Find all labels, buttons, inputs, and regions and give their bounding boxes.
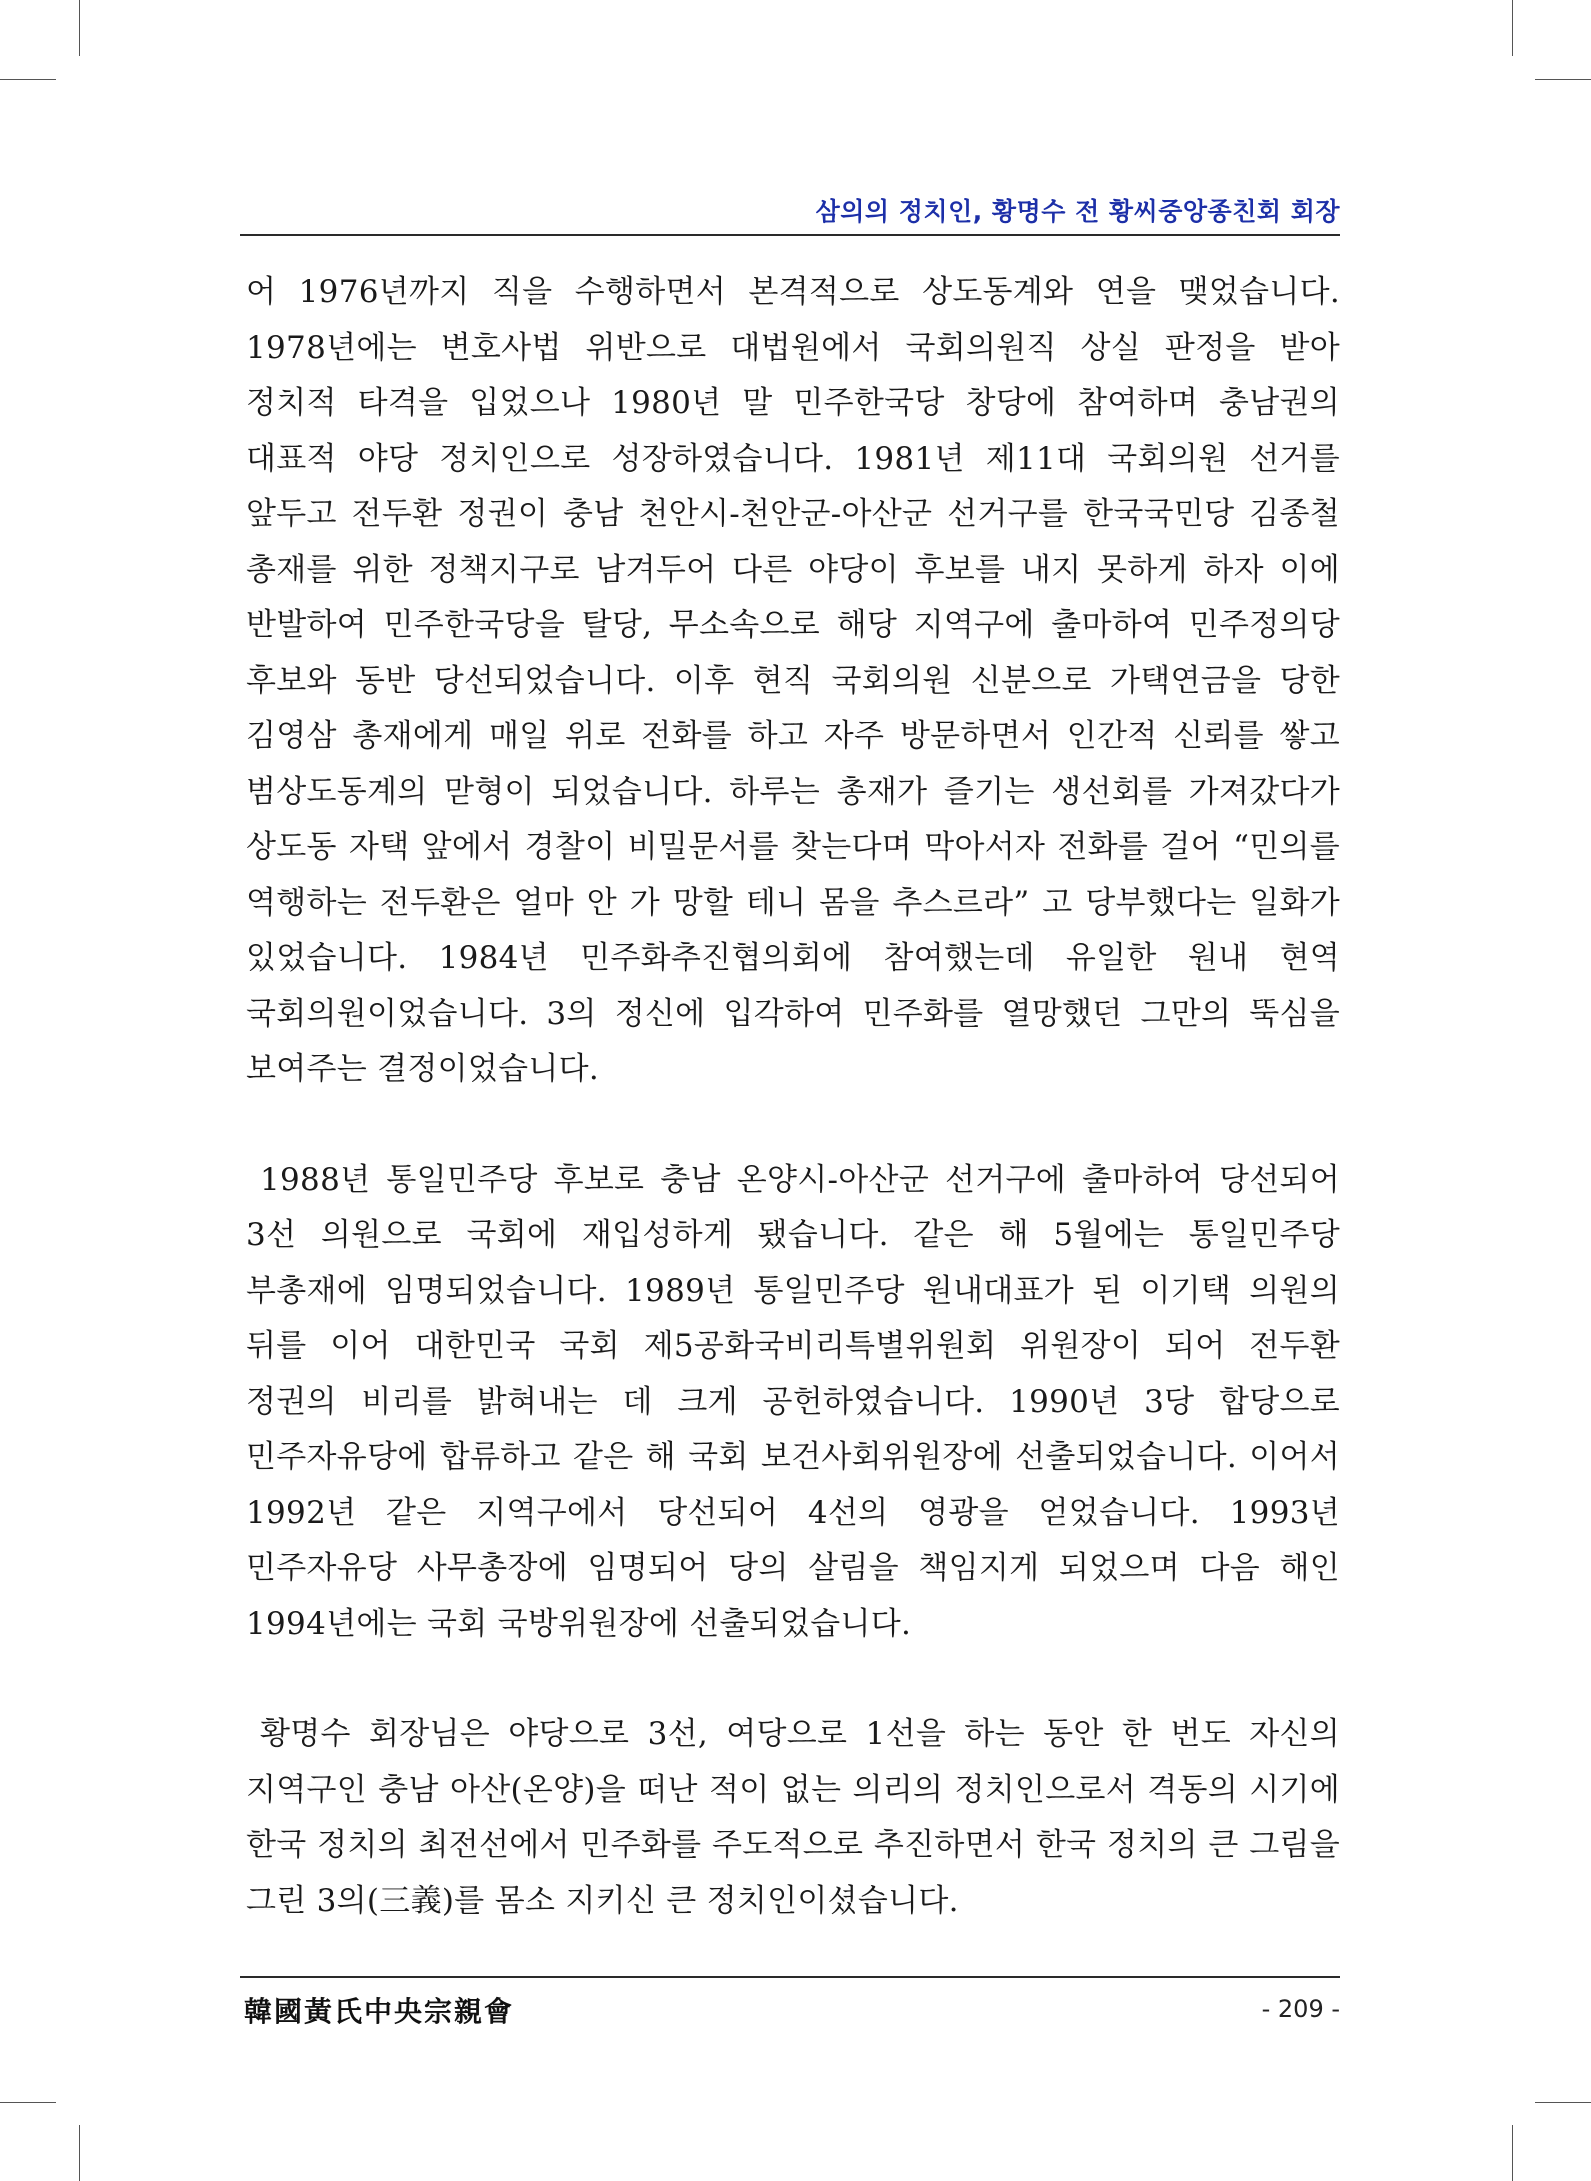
paragraph: 어 1976년까지 직을 수행하면서 본격적으로 상도동계와 연을 맺었습니다. 1978년에는 변호사법 위반으로 대법원에서 국회의원직 상실 판정을 받아 정치적 타격을 입었으나 1980년 말 민주한국당 창당에 참여하며 충남권의 대표적 야당 정치인으로 성장하였습니다. 1981년 제11대 국회의원 선거를 앞두고 전두환 정권이 충남 천안시-천안군-아산군 선거구를 한국국민당 김종철 총재를 위한 정책지구로 남겨두어 다른 야당이 후보를 내지 못하게 하자 이에 반발하여 민주한국당을 탈당, 무소속으로 해당 지역구에 출마하여 민주정의당 후보와 동반 당선되었습니다. 이후 현직 국회의원 신분으로 가택연금을 당한 김영삼 총재에게 매일 위로 전화를 하고 자주 방문하면서 인간적 신뢰를 쌓고 범상도동계의 맏형이 되었습니다. 하루는 총재가 즐기는 생선회를 가져갔다가 상도동 자택 앞에서 경찰이 비밀문서를 찾는다며 막아서자 전화를 걸어 “민의를 역행하는 전두환은 얼마 안 가 망할 테니 몸을 추스르라” 고 당부했다는 일화가 있었습니다. 1984년 민주화추진협의회에 참여했는데 유일한 원내 현역 국회의원이었습니다. 3의 정신에 입각하여 민주화를 열망했던 그만의 뚝심을 보여주는 결정이었습니다.: [246, 274, 1340, 1087]
body-text: [246, 265, 1340, 1929]
crop-mark: [0, 79, 56, 80]
crop-mark: [1535, 79, 1591, 80]
running-header: 삼의의 정치인, 황명수 전 황씨중앙종친회 회장: [815, 197, 1340, 226]
paragraph: 황명수 회장님은 야당으로 3선, 여당으로 1선을 하는 동안 한 번도 자신의 지역구인 충남 아산(온양)을 떠난 적이 없는 의리의 정치인으로서 격동의 시기에 한국 정치의 최전선에서 민주화를 주도적으로 추진하면서 한국 정치의 큰 그림을 그린 3의(三義)를 몸소 지키신 큰 정치인이셨습니다.: [246, 1716, 1340, 1919]
paragraph: 1988년 통일민주당 후보로 충남 온양시-아산군 선거구에 출마하여 당선되어 3선 의원으로 국회에 재입성하게 됐습니다. 같은 해 5월에는 통일민주당 부총재에 임명되었습니다. 1989년 통일민주당 원내대표가 된 이기택 의원의 뒤를 이어 대한민국 국회 제5공화국비리특별위원회 위원장이 되어 전두환 정권의 비리를 밝혀내는 데 크게 공헌하였습니다. 1990년 3당 합당으로 민주자유당에 합류하고 같은 해 국회 보건사회위원장에 선출되었습니다. 이어서 1992년 같은 지역구에서 당선되어 4선의 영광을 얻었습니다. 1993년 민주자유당 사무총장에 임명되어 당의 살림을 책임지게 되었으며 다음 해인 1994년에는 국회 국방위원장에 선출되었습니다.: [246, 1161, 1340, 1642]
crop-mark: [79, 2125, 80, 2181]
footer-rule: [240, 1976, 1340, 1978]
page-number: - 209 -: [1261, 1995, 1340, 2023]
header-rule: [240, 234, 1340, 236]
crop-mark: [0, 2102, 56, 2103]
crop-mark: [79, 0, 80, 56]
crop-mark: [1512, 2125, 1513, 2181]
crop-mark: [1535, 2102, 1591, 2103]
crop-mark: [1512, 0, 1513, 56]
footer-organization: 韓國黃氏中央宗親會: [244, 1995, 515, 2028]
